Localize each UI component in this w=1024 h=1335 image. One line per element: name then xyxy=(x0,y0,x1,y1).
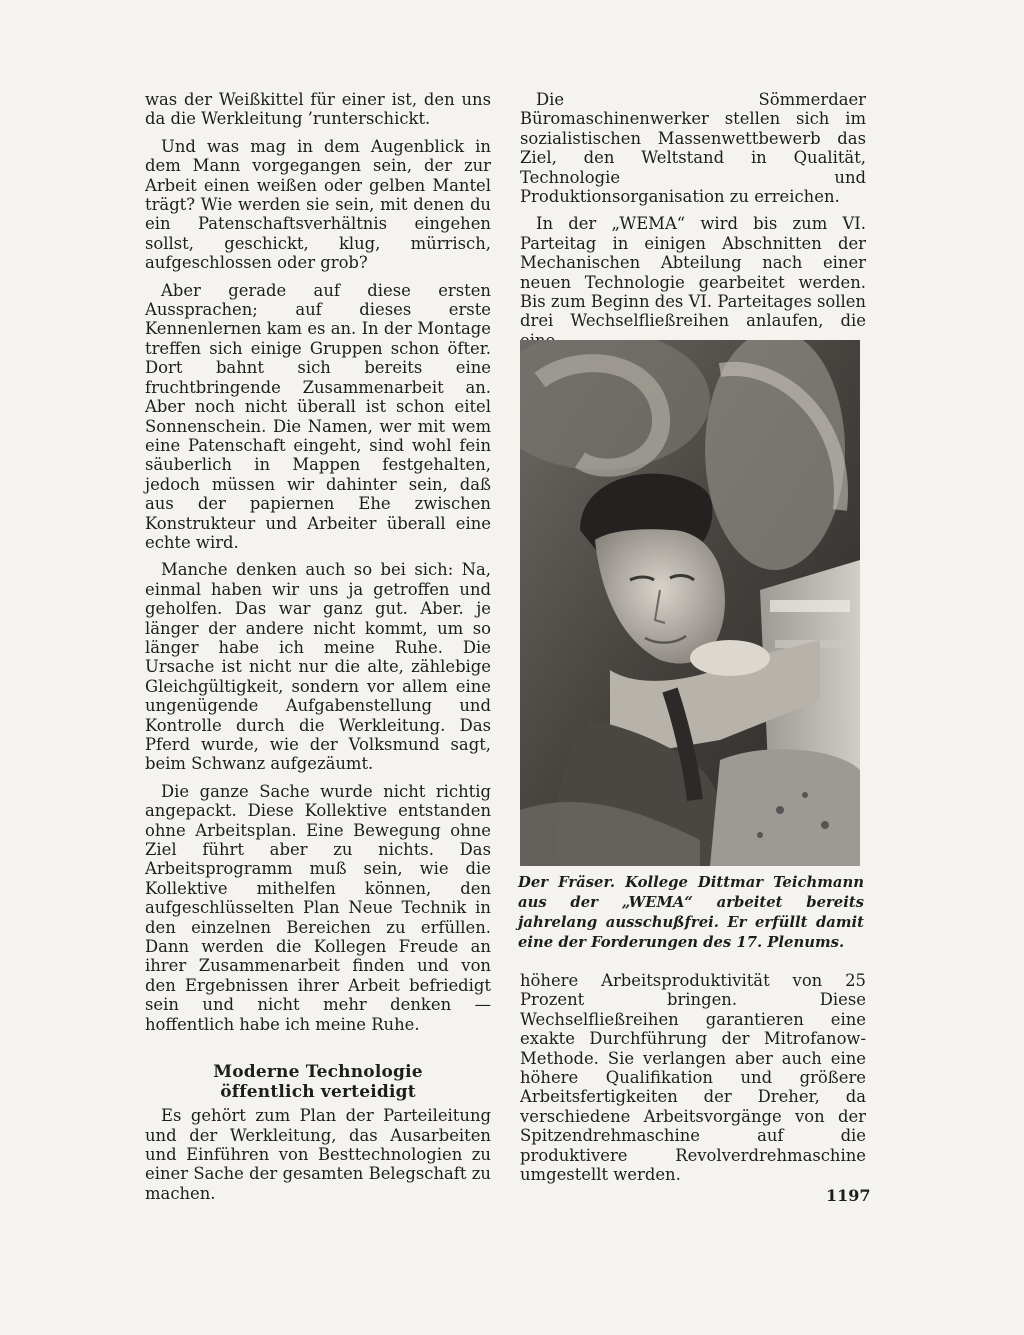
page-number: 1197 xyxy=(826,1186,871,1205)
paragraph: In der „WEMA“ wird bis zum VI. Parteitag in einigen Abschnitten der Mechanischen Abteilung nach einer neuen Technologie gearbeitet werden. Bis zum Beginn des VI. Parteitages sollen drei Wechselfließreihen anlaufen, die xyxy=(520,214,866,331)
left-column xyxy=(145,90,491,1203)
paragraph: Manche denken auch so bei sich: Na, einmal haben wir uns ja getroffen und geholfen. Das war ganz gut. Aber. je länger der andere nicht kommt, um so länger habe ich meine Ruhe. Die Ursache ist nicht nur die alte, zählebige Gleichgültigkeit, sondern vor allem eine ungenügende Aufgabenstellung und Kontrolle durch die Werkleitung. Das Pferd wurde, wie der Volksmund sagt, beim Schwanz aufgezäumt. xyxy=(145,560,491,774)
paragraph: Aber gerade auf diese ersten Aussprachen; auf dieses erste Kennenlernen kam es an. In der Montage treffen sich einige Gruppen schon öfter. Dort bahnt sich bereits eine fruchtbringende Zusammenarbeit an. Aber noch nicht überall ist schon eitel Sonnenschein. Die Namen, wer mit wem eine Patenschaft eingeht, sind wohl fein säuberlich in Mappen festgehalten, jedoch müssen wir dahinter sein, daß aus der papiernen Ehe zwischen Konstrukteur und Arbeiter überall eine echte wird. xyxy=(145,280,491,552)
section-heading-line: Moderne Technologie xyxy=(213,1062,423,1083)
paragraph: Die Sömmerdaer Büromaschinenwerker stellen sich im sozialistischen Massenwettbewerb das Ziel, den Weltstand in Qualität, Technologie und Produktionsorganisation zu erreichen. xyxy=(520,90,866,207)
right-column-bottom xyxy=(520,971,866,1184)
photo-caption: Der Fräser. Kollege Dittmar Teichmann aus der „WEMA“ arbeitet bereits jahrelang ausschußfrei. Er erfüllt damit eine der Forderungen des 17. Plenums. xyxy=(518,874,864,951)
paragraph: höhere Arbeitsproduktivität von 25 Prozent bringen. Diese Wechselfließreihen garantieren eine exakte Durchführung der Mitrofanow-Methode. Sie verlangen aber auch eine höhere Qualifikation und größere Arbeitsfertigkeiten der Dreher, da verschiedene Arbeitsvorgänge von der Spitzendrehmaschine auf die produktivere Revolverdrehmaschine umgestellt werden. xyxy=(520,971,866,1185)
paragraph: Es gehört zum Plan der Parteileitung und der Werkleitung, das Ausarbeiten und Einführen von Besttechnologien zu einer Sache der gesamten Belegschaft zu machen. xyxy=(145,1106,491,1203)
section-heading-line: öffentlich verteidigt xyxy=(220,1082,416,1103)
section-heading xyxy=(145,1062,491,1102)
worker-photo xyxy=(520,340,860,866)
right-column-top xyxy=(520,90,866,350)
photo-illustration xyxy=(520,340,860,866)
paragraph: Und was mag in dem Augenblick in dem Mann vorgegangen sein, der zur Arbeit einen weißen oder gelben Mantel trägt? Wie werden sie sein, mit denen du ein Patenschaftsverhältnis eingehen sollst, geschickt, klug, mürrisch, aufgeschlossen oder grob? xyxy=(145,136,491,273)
paragraph: Die ganze Sache wurde nicht richtig angepackt. Diese Kollektive entstanden ohne Arbeitsplan. Eine Bewegung ohne Ziel führt aber zu nichts. Das Arbeitsprogramm muß sein, wie die Kollektive mithelfen können, den aufgeschlüsselten Plan Neue Technik in den einzelnen Bereichen zu erfüllen. Dann werden die Kollegen Freude an ihrer Zusammenarbeit finden und von den Ergebnissen ihrer Arbeit befriedigt sein und nicht mehr denken — hoffentlich habe ich meine Ruhe. xyxy=(145,781,491,1034)
paragraph: was der Weißkittel für einer ist, den uns da die Werkleitung ’runterschickt. xyxy=(145,90,491,129)
